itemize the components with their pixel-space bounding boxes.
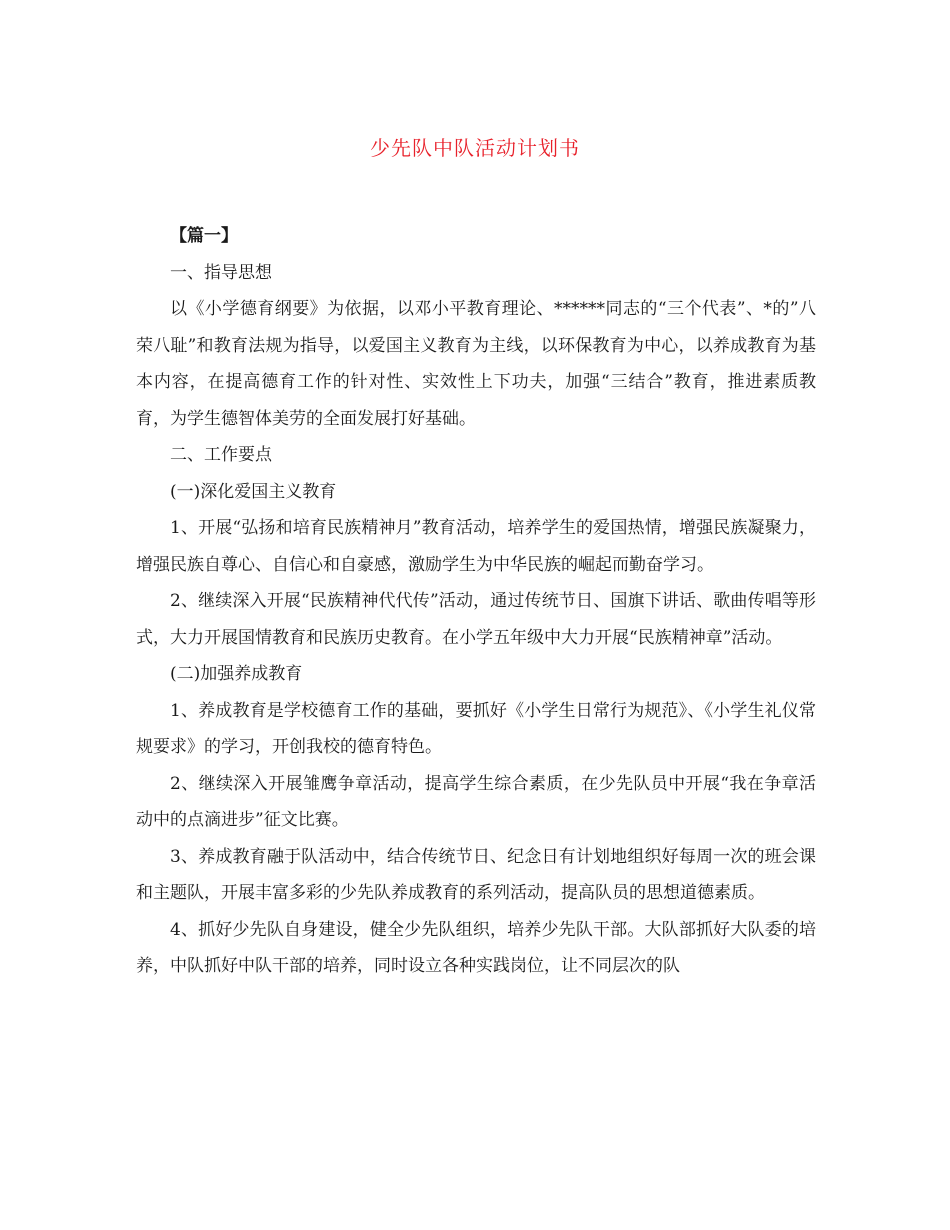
paragraph-item: 3、养成教育融于队活动中，结合传统节日、纪念日有计划地组织好每周一次的班会课和主题队，开展丰富多彩的少先队养成教育的系列活动，提高队员的思想道德素质。 [136, 846, 816, 903]
paragraph-item: 1、开展“弘扬和培育民族精神月”教育活动，培养学生的爱国热情，增强民族凝聚力，增强民族自尊心、自信心和自豪感，激励学生为中华民族的崛起而勤奋学习。 [136, 518, 816, 575]
document-title: 少先队中队活动计划书 [370, 136, 580, 160]
section-mark: 【篇一】 [170, 226, 238, 246]
heading-work-points: 二、工作要点 [170, 445, 272, 465]
paragraph-item: 4、抓好少先队自身建设，健全少先队组织，培养少先队干部。大队部抓好大队委的培养，中队抓好中队干部的培养，同时设立各种实践岗位，让不同层次的队 [136, 919, 816, 976]
subheading-habit-education: (二)加强养成教育 [170, 664, 303, 684]
paragraph-item: 2、继续深入开展“民族精神代代传”活动，通过传统节日、国旗下讲话、歌曲传唱等形式，大力开展国情教育和民族历史教育。在小学五年级中大力开展“民族精神章”活动。 [136, 591, 816, 648]
paragraph-item: 1、养成教育是学校德育工作的基础，要抓好《小学生日常行为规范》、《小学生礼仪常规要求》的学习，开创我校的德育特色。 [136, 700, 816, 757]
paragraph-item: 2、继续深入开展雏鹰争章活动，提高学生综合素质，在少先队员中开展“我在争章活动中的点滴进步”征文比赛。 [136, 773, 816, 830]
paragraph-guiding-ideology: 以《小学德育纲要》为依据，以邓小平教育理论、******同志的“三个代表”、*的”八荣八耻”和教育法规为指导，以爱国主义教育为主线，以环保教育为中心，以养成教育为基本内容，在提高德育工作的针对性、实效性上下功夫，加强“三结合”教育，推进素质教育，为学生德智体美劳的全面发展打好基础。 [136, 299, 816, 429]
heading-guiding-ideology: 一、指导思想 [170, 262, 272, 283]
document-body [136, 218, 816, 985]
subheading-patriotic-education: (一)深化爱国主义教育 [170, 481, 337, 502]
